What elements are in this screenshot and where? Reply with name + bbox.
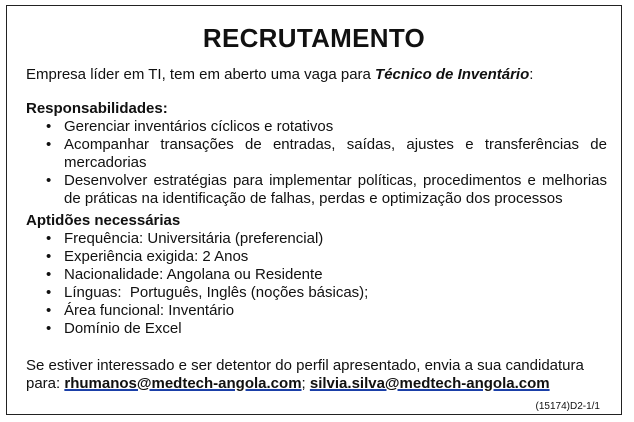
list-item (26, 118, 607, 136)
ad-title: RECRUTAMENTO (202, 23, 426, 53)
responsibility-text: Gerenciar inventários cíclicos e rotativos (64, 118, 334, 135)
bullet-icon: • (46, 248, 52, 265)
intro-text: Empresa líder em TI, tem em aberto uma vaga para (26, 66, 376, 83)
skills-list (26, 230, 607, 338)
job-role: Técnico de Inventário (375, 66, 530, 83)
list-item (26, 136, 607, 172)
bullet-icon: • (46, 320, 52, 337)
list-item (26, 248, 607, 266)
job-ad-frame (6, 5, 622, 415)
list-item (26, 230, 607, 248)
intro-paragraph (26, 66, 609, 84)
responsibility-text: Acompanhar transações de entradas, saídas, ajustes e transferências de mercadorias (64, 136, 607, 171)
skill-text: Domínio de Excel (64, 320, 182, 337)
responsibility-text: Desenvolver estratégias para implementar políticas, procedimentos e melhorias de práticas na identificação de falhas, perdas e optimização dos processos (64, 172, 607, 207)
bullet-icon: • (46, 118, 52, 135)
list-item (26, 266, 607, 284)
skill-text: Experiência exigida: 2 Anos (64, 248, 249, 265)
contact-paragraph (26, 357, 609, 393)
email-separator: ; (301, 375, 310, 392)
bullet-icon: • (46, 302, 52, 319)
email-link-silvia[interactable]: silvia.silva@medtech-angola.com (309, 375, 550, 392)
responsibilities-heading: Responsabilidades: (26, 100, 168, 117)
skill-text: Línguas: Português, Inglês (noções básicas); (64, 284, 369, 301)
intro-end: : (529, 66, 534, 83)
responsibilities-list (26, 118, 607, 208)
list-item (26, 284, 607, 302)
bullet-icon: • (46, 230, 52, 247)
bullet-icon: • (46, 284, 52, 301)
list-item (26, 320, 607, 338)
reference-code: (15174)D2-1/1 (535, 401, 600, 412)
email-link-hr[interactable]: rhumanos@medtech-angola.com (64, 375, 302, 392)
bullet-icon: • (46, 172, 52, 189)
list-item (26, 302, 607, 320)
bullet-icon: • (46, 266, 52, 283)
bullet-icon: • (46, 136, 52, 153)
skill-text: Área funcional: Inventário (64, 302, 235, 319)
contact-text: Se estiver interessado e ser detentor do perfil apresentado, envia a sua candidatura para: (26, 357, 584, 392)
skill-text: Nacionalidade: Angolana ou Residente (64, 266, 323, 283)
list-item (26, 172, 607, 208)
skills-heading: Aptidões necessárias (26, 212, 181, 229)
skill-text: Frequência: Universitária (preferencial) (64, 230, 324, 247)
